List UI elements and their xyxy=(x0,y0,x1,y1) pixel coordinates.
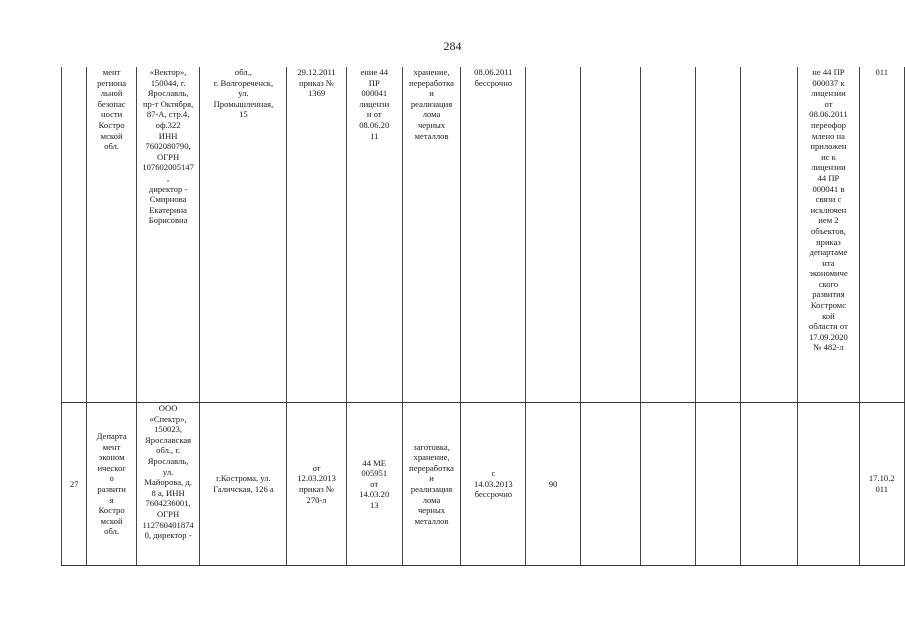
activity-address: обл., г. Волгореченск, ул. Промышленная, 15 xyxy=(200,67,287,403)
cell-c11 xyxy=(641,67,696,403)
row-number: 27 xyxy=(62,403,87,566)
licensee-organization: ООО «Спектр», 150023, Ярославская обл., г. Ярославль, ул. Майорова, д. 8 а, ИНН 7604236001, ОГРН 112760401874 0, директор - xyxy=(136,403,200,566)
notes: не 44 ПР 000037 к лицензии от 08.06.2011 переофор млено на приложен ис к лицензии 44 ПР 000041 в связи с исключен ием 2 объектов, приказ департаме нта экономиче ского развития Костромс кой области от 17.09.2020 № 482-л xyxy=(798,67,859,403)
licensee-organization: «Вектор», 150044, г. Ярославль, пр-т Октября, 87-А, стр.4, оф.322 ИНН 7602080790, ОГРН 107602005147 , директор - Смирнова Екатерина Борисовна xyxy=(136,67,200,403)
cell-c12 xyxy=(696,403,740,566)
cell-c10 xyxy=(580,67,641,403)
licensing-authority: Департа мент эконом ическог о развити я Костро мской обл. xyxy=(87,403,136,566)
cell-c10 xyxy=(580,403,641,566)
license-term: с 14.03.2013 бессрочно xyxy=(461,403,526,566)
order-details: 29.12.2011 приказ № 1369 xyxy=(287,67,346,403)
activity-address: г.Кострома, ул. Галичская, 126 а xyxy=(200,403,287,566)
license-term: 08.06.2011 бессрочно xyxy=(461,67,526,403)
cell-c13 xyxy=(740,67,798,403)
table-row xyxy=(62,403,905,566)
cell-c9: 90 xyxy=(526,403,580,566)
page-number: 284 xyxy=(443,39,462,53)
last-column: 011 xyxy=(859,67,904,403)
table-row xyxy=(62,67,905,403)
cell-c13 xyxy=(740,403,798,566)
cell-c11 xyxy=(641,403,696,566)
cell-c12 xyxy=(696,67,740,403)
license-registry-table xyxy=(61,67,905,566)
last-column: 17.10.2 011 xyxy=(859,403,904,566)
row-number xyxy=(62,67,87,403)
activity-type: хранение, переработка и реализация лома черных металлов xyxy=(402,67,461,403)
order-details: от 12.03.2013 приказ № 270-л xyxy=(287,403,346,566)
notes xyxy=(798,403,859,566)
license-number: ение 44 ПР 000041 лицензи и от 08.06.20 11 xyxy=(346,67,402,403)
licensing-authority: мент региона льной безопас ности Костро мской обл. xyxy=(87,67,136,403)
license-number: 44 МЕ 005951 от 14.03.20 13 xyxy=(346,403,402,566)
activity-type: заготовка, хранение, переработка и реализация лома черных металлов xyxy=(402,403,461,566)
cell-c9 xyxy=(526,67,580,403)
